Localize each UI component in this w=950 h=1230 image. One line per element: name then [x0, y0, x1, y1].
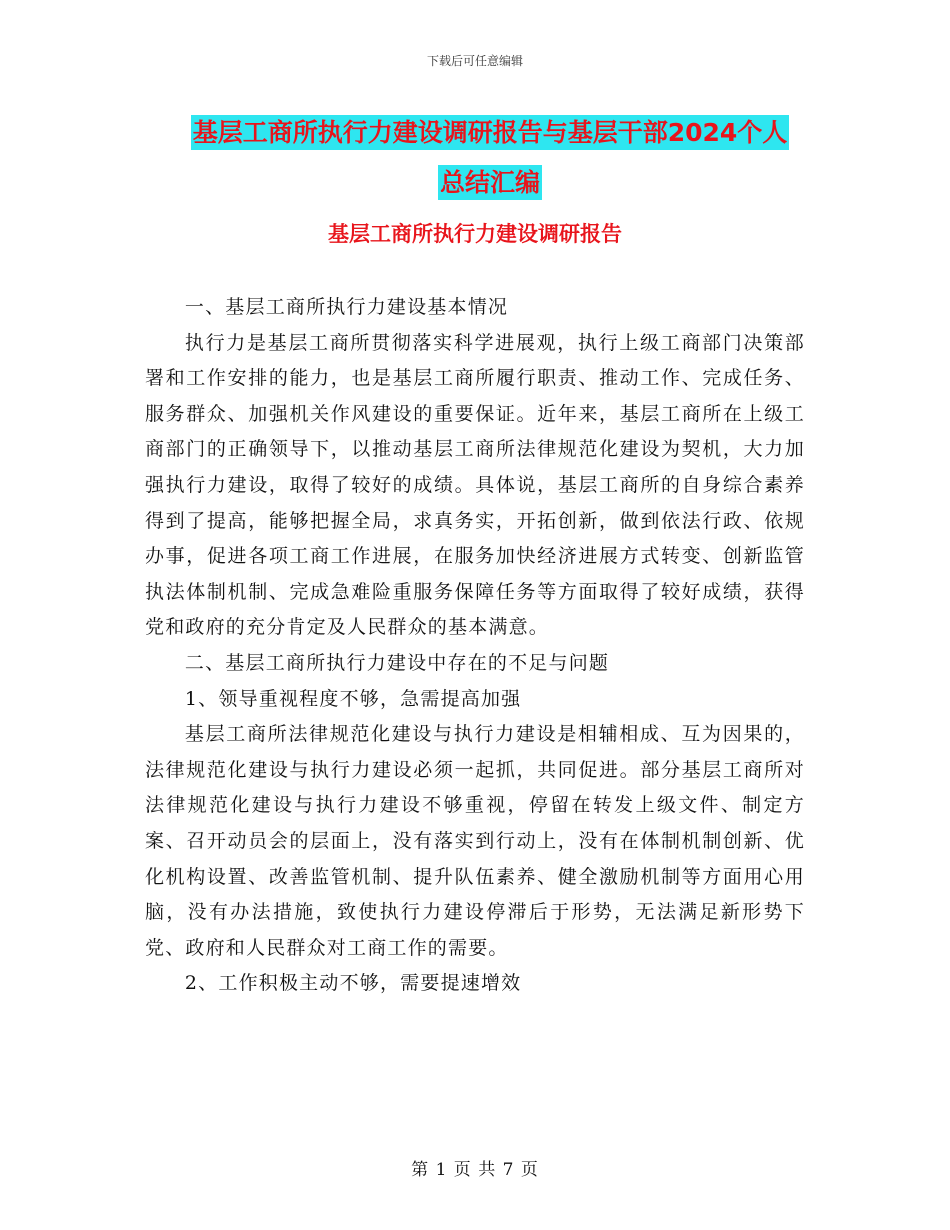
document-title — [140, 108, 840, 208]
paragraph: 基层工商所法律规范化建设与执行力建设是相辅相成、互为因果的，法律规范化建设与执行力建设必须一起抓，共同促进。部分基层工商所对法律规范化建设与执行力建设不够重视，停留在转发上级文件、制定方案、召开动员会的层面上，没有落实到行动上，没有在体制机制创新、优化机构设置、改善监管机制、提升队伍素养、健全激励机制等方面用心用脑，没有办法措施，致使执行力建设停滞后于形势，无法满足新形势下党、政府和人民群众对工商工作的需要。 — [145, 723, 805, 959]
document-body — [145, 290, 805, 1002]
header-note: 下载后可任意编辑 — [426, 54, 523, 68]
subheading-2: 2、工作积极主动不够，需要提速增效 — [184, 972, 522, 995]
heading-1: 一、基层工商所执行力建设基本情况 — [184, 296, 509, 318]
title-line-1: 基层工商所执行力建设调研报告与基层干部2024个人 — [191, 115, 790, 150]
title-line-2: 总结汇编 — [438, 165, 542, 200]
paragraph: 执行力是基层工商所贯彻落实科学进展观，执行上级工商部门决策部署和工作安排的能力，也是基层工商所履行职责、推动工作、完成任务、服务群众、加强机关作风建设的重要保证。近年来，基层工商所在上级工商部门的正确领导下，以推动基层工商所法律规范化建设为契机，大力加强执行力建设，取得了较好的成绩。具体说，基层工商所的自身综合素养得到了提高，能够把握全局，求真务实，开拓创新，做到依法行政、依规办事，促进各项工商工作进展，在服务加快经济进展方式转变、创新监管执法体制机制、完成急难险重服务保障任务等方面取得了较好成绩，获得党和政府的充分肯定及人民群众的基本满意。 — [145, 331, 805, 639]
page-number: 第 1 页 共 7 页 — [411, 1160, 539, 1180]
section-title: 基层工商所执行力建设调研报告 — [328, 222, 622, 246]
subheading-1: 1、领导重视程度不够，急需提高加强 — [184, 687, 522, 710]
heading-2: 二、基层工商所执行力建设中存在的不足与问题 — [184, 651, 610, 674]
